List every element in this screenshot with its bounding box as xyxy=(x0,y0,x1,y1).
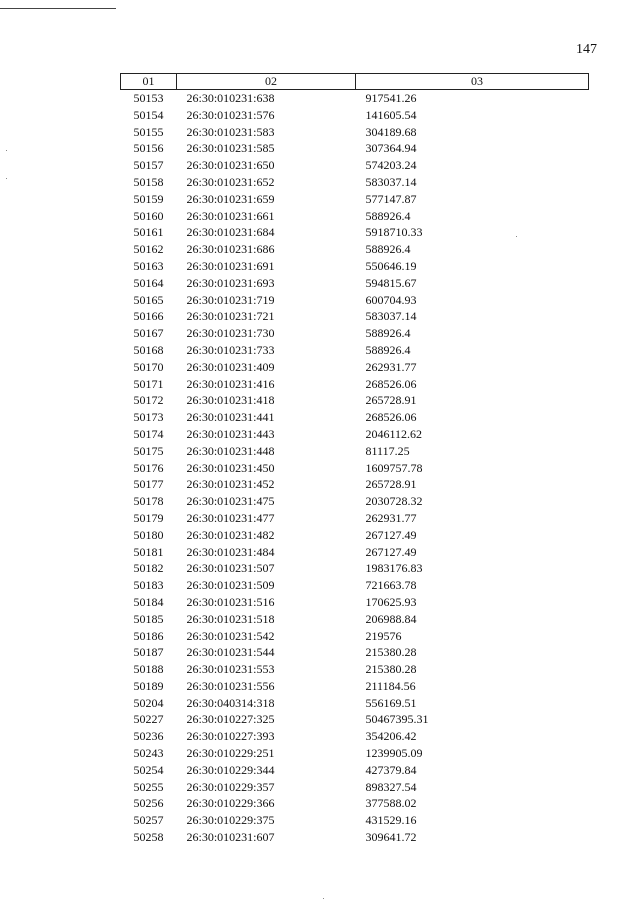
row-number-cell: 50164 xyxy=(133,275,164,290)
table-row xyxy=(121,527,589,544)
value-cell: 5918710.33 xyxy=(365,225,423,240)
table-row xyxy=(121,140,589,157)
value-cell: 267127.49 xyxy=(365,527,417,542)
row-number-cell: 50172 xyxy=(133,393,164,408)
row-number-cell: 50168 xyxy=(133,342,164,357)
table-row xyxy=(121,577,589,594)
table-row xyxy=(121,829,589,846)
value-cell: 304189.68 xyxy=(365,124,417,139)
row-number-cell: 50157 xyxy=(133,158,164,173)
table-row xyxy=(121,90,589,107)
value-cell: 550646.19 xyxy=(365,258,417,273)
table-row xyxy=(121,476,589,493)
value-cell: 170625.93 xyxy=(365,594,417,609)
value-cell: 81117.25 xyxy=(365,443,410,458)
value-cell: 917541.26 xyxy=(365,91,417,105)
cadastral-number-cell: 26:30:010231:452 xyxy=(186,477,275,492)
table-row xyxy=(121,308,589,325)
scan-speck xyxy=(6,150,7,151)
column-header-01: 01 xyxy=(121,74,177,90)
row-number-cell: 50189 xyxy=(133,678,164,693)
row-number-cell: 50159 xyxy=(133,191,164,206)
cadastral-number-cell: 26:30:040314:318 xyxy=(186,695,275,710)
value-cell: 1609757.78 xyxy=(365,460,423,475)
header-row xyxy=(121,74,589,90)
table-row xyxy=(121,795,589,812)
row-number-cell: 50163 xyxy=(133,258,164,273)
cadastral-number-cell: 26:30:010231:719 xyxy=(186,292,275,307)
cadastral-number-cell: 26:30:010231:516 xyxy=(186,594,275,609)
row-number-cell: 50173 xyxy=(133,410,164,425)
table-row xyxy=(121,376,589,393)
row-number-cell: 50186 xyxy=(133,628,164,643)
table-row xyxy=(121,728,589,745)
cadastral-number-cell: 26:30:010231:650 xyxy=(186,158,275,173)
value-cell: 588926.4 xyxy=(365,326,411,341)
table-row xyxy=(121,661,589,678)
cadastral-number-cell: 26:30:010231:416 xyxy=(186,376,275,391)
value-cell: 574203.24 xyxy=(365,158,417,173)
value-cell: 215380.28 xyxy=(365,662,417,677)
cadastral-number-cell: 26:30:010231:450 xyxy=(186,460,275,475)
cadastral-number-cell: 26:30:010231:661 xyxy=(186,208,275,223)
cadastral-number-cell: 26:30:010231:733 xyxy=(186,342,275,357)
table-row xyxy=(121,208,589,225)
row-number-cell: 50154 xyxy=(133,107,164,122)
table-row xyxy=(121,392,589,409)
cadastral-number-cell: 26:30:010229:375 xyxy=(186,813,275,828)
row-number-cell: 50258 xyxy=(133,830,164,845)
table-row xyxy=(121,812,589,829)
row-number-cell: 50243 xyxy=(133,746,164,761)
value-cell: 262931.77 xyxy=(365,510,417,525)
table-row xyxy=(121,443,589,460)
cadastral-number-cell: 26:30:010231:448 xyxy=(186,443,275,458)
row-number-cell: 50170 xyxy=(133,359,164,374)
value-cell: 588926.4 xyxy=(365,208,411,223)
row-number-cell: 50178 xyxy=(133,494,164,509)
value-cell: 307364.94 xyxy=(365,141,417,156)
scan-speck xyxy=(323,898,324,899)
value-cell: 309641.72 xyxy=(365,830,417,845)
value-cell: 594815.67 xyxy=(365,275,417,290)
cadastral-number-cell: 26:30:010231:684 xyxy=(186,225,275,240)
row-number-cell: 50167 xyxy=(133,326,164,341)
cadastral-number-cell: 26:30:010227:393 xyxy=(186,729,275,744)
cadastral-number-cell: 26:30:010231:556 xyxy=(186,678,275,693)
table-row xyxy=(121,258,589,275)
row-number-cell: 50257 xyxy=(133,813,164,828)
value-cell: 1983176.83 xyxy=(365,561,423,576)
table-row xyxy=(121,493,589,510)
cadastral-number-cell: 26:30:010231:542 xyxy=(186,628,275,643)
cadastral-number-cell: 26:30:010231:691 xyxy=(186,258,275,273)
row-number-cell: 50158 xyxy=(133,174,164,189)
row-number-cell: 50165 xyxy=(133,292,164,307)
page-number: 147 xyxy=(576,42,597,57)
row-number-cell: 50162 xyxy=(133,242,164,257)
cadastral-number-cell: 26:30:010229:357 xyxy=(186,779,275,794)
cadastral-number-cell: 26:30:010231:441 xyxy=(186,410,275,425)
row-number-cell: 50166 xyxy=(133,309,164,324)
value-cell: 583037.14 xyxy=(365,309,417,324)
cadastral-number-cell: 26:30:010231:475 xyxy=(186,494,275,509)
row-number-cell: 50161 xyxy=(133,225,164,240)
scan-speck xyxy=(6,178,7,179)
table-row xyxy=(121,510,589,527)
value-cell: 141605.54 xyxy=(365,107,417,122)
value-cell: 600704.93 xyxy=(365,292,417,307)
row-number-cell: 50184 xyxy=(133,594,164,609)
column-header-02: 02 xyxy=(177,74,356,90)
cadastral-number-cell: 26:30:010231:477 xyxy=(186,510,275,525)
cadastral-number-cell: 26:30:010227:325 xyxy=(186,712,275,727)
cadastral-number-cell: 26:30:010231:518 xyxy=(186,611,275,626)
row-number-cell: 50182 xyxy=(133,561,164,576)
row-number-cell: 50187 xyxy=(133,645,164,660)
row-number-cell: 50183 xyxy=(133,578,164,593)
table-row xyxy=(121,275,589,292)
value-cell: 268526.06 xyxy=(365,376,417,391)
table-row xyxy=(121,107,589,124)
cadastral-number-cell: 26:30:010229:251 xyxy=(186,746,275,761)
cadastral-number-cell: 26:30:010231:553 xyxy=(186,662,275,677)
row-number-cell: 50177 xyxy=(133,477,164,492)
value-cell: 588926.4 xyxy=(365,342,411,357)
table-row xyxy=(121,409,589,426)
value-cell: 2030728.32 xyxy=(365,494,423,509)
value-cell: 268526.06 xyxy=(365,410,417,425)
value-cell: 215380.28 xyxy=(365,645,417,660)
table-row xyxy=(121,426,589,443)
value-cell: 265728.91 xyxy=(365,477,417,492)
table-row xyxy=(121,460,589,477)
value-cell: 265728.91 xyxy=(365,393,417,408)
value-cell: 211184.56 xyxy=(365,678,416,693)
table-row xyxy=(121,359,589,376)
row-number-cell: 50185 xyxy=(133,611,164,626)
table-row xyxy=(121,325,589,342)
cadastral-number-cell: 26:30:010231:659 xyxy=(186,191,275,206)
cadastral-number-cell: 26:30:010231:730 xyxy=(186,326,275,341)
cadastral-number-cell: 26:30:010231:638 xyxy=(186,91,275,105)
cadastral-number-cell: 26:30:010231:686 xyxy=(186,242,275,257)
cadastral-number-cell: 26:30:010231:507 xyxy=(186,561,275,576)
row-number-cell: 50176 xyxy=(133,460,164,475)
table-row xyxy=(121,762,589,779)
cadastral-number-cell: 26:30:010231:509 xyxy=(186,578,275,593)
row-number-cell: 50188 xyxy=(133,662,164,677)
row-number-cell: 50175 xyxy=(133,443,164,458)
cadastral-number-cell: 26:30:010231:583 xyxy=(186,124,275,139)
row-number-cell: 50155 xyxy=(133,124,164,139)
table-row xyxy=(121,124,589,141)
value-cell: 427379.84 xyxy=(365,762,417,777)
table-row xyxy=(121,779,589,796)
table-row xyxy=(121,241,589,258)
column-header-03: 03 xyxy=(356,74,589,90)
row-number-cell: 50180 xyxy=(133,527,164,542)
table-row xyxy=(121,711,589,728)
cadastral-number-cell: 26:30:010231:418 xyxy=(186,393,275,408)
table-row xyxy=(121,224,589,241)
table-body xyxy=(121,90,589,846)
table-row xyxy=(121,628,589,645)
cadastral-number-cell: 26:30:010229:344 xyxy=(186,762,275,777)
table-row xyxy=(121,174,589,191)
table-row xyxy=(121,560,589,577)
row-number-cell: 50171 xyxy=(133,376,164,391)
cadastral-number-cell: 26:30:010229:366 xyxy=(186,796,275,811)
row-number-cell: 50179 xyxy=(133,510,164,525)
table-row xyxy=(121,292,589,309)
table-row xyxy=(121,678,589,695)
row-number-cell: 50156 xyxy=(133,141,164,156)
value-cell: 354206.42 xyxy=(365,729,417,744)
table-row xyxy=(121,644,589,661)
row-number-cell: 50174 xyxy=(133,426,164,441)
cadastral-number-cell: 26:30:010231:409 xyxy=(186,359,275,374)
cadastral-number-cell: 26:30:010231:652 xyxy=(186,174,275,189)
table-row xyxy=(121,191,589,208)
cadastral-number-cell: 26:30:010231:544 xyxy=(186,645,275,660)
top-rule xyxy=(0,8,116,9)
row-number-cell: 50160 xyxy=(133,208,164,223)
value-cell: 577147.87 xyxy=(365,191,417,206)
cadastral-number-cell: 26:30:010231:585 xyxy=(186,141,275,156)
table-row xyxy=(121,594,589,611)
data-table xyxy=(120,73,589,846)
value-cell: 267127.49 xyxy=(365,544,417,559)
row-number-cell: 50227 xyxy=(133,712,164,727)
value-cell: 377588.02 xyxy=(365,796,417,811)
value-cell: 431529.16 xyxy=(365,813,417,828)
row-number-cell: 50204 xyxy=(133,695,164,710)
cadastral-number-cell: 26:30:010231:721 xyxy=(186,309,275,324)
value-cell: 50467395.31 xyxy=(365,712,429,727)
row-number-cell: 50255 xyxy=(133,779,164,794)
table-row xyxy=(121,157,589,174)
value-cell: 898327.54 xyxy=(365,779,417,794)
value-cell: 219576 xyxy=(365,628,402,643)
row-number-cell: 50153 xyxy=(133,91,164,105)
row-number-cell: 50256 xyxy=(133,796,164,811)
table-row xyxy=(121,695,589,712)
row-number-cell: 50236 xyxy=(133,729,164,744)
cadastral-number-cell: 26:30:010231:576 xyxy=(186,107,275,122)
cadastral-number-cell: 26:30:010231:693 xyxy=(186,275,275,290)
cadastral-number-cell: 26:30:010231:484 xyxy=(186,544,275,559)
value-cell: 556169.51 xyxy=(365,695,417,710)
table-row xyxy=(121,611,589,628)
scan-speck xyxy=(516,236,517,237)
value-cell: 583037.14 xyxy=(365,174,417,189)
value-cell: 721663.78 xyxy=(365,578,417,593)
row-number-cell: 50254 xyxy=(133,762,164,777)
cadastral-number-cell: 26:30:010231:482 xyxy=(186,527,275,542)
row-number-cell: 50181 xyxy=(133,544,164,559)
value-cell: 588926.4 xyxy=(365,242,411,257)
cadastral-number-cell: 26:30:010231:607 xyxy=(186,830,275,845)
table-row xyxy=(121,745,589,762)
value-cell: 1239905.09 xyxy=(365,746,423,761)
value-cell: 206988.84 xyxy=(365,611,417,626)
cadastral-number-cell: 26:30:010231:443 xyxy=(186,426,275,441)
value-cell: 2046112.62 xyxy=(365,426,423,441)
value-cell: 262931.77 xyxy=(365,359,417,374)
table-row xyxy=(121,544,589,561)
table-row xyxy=(121,342,589,359)
